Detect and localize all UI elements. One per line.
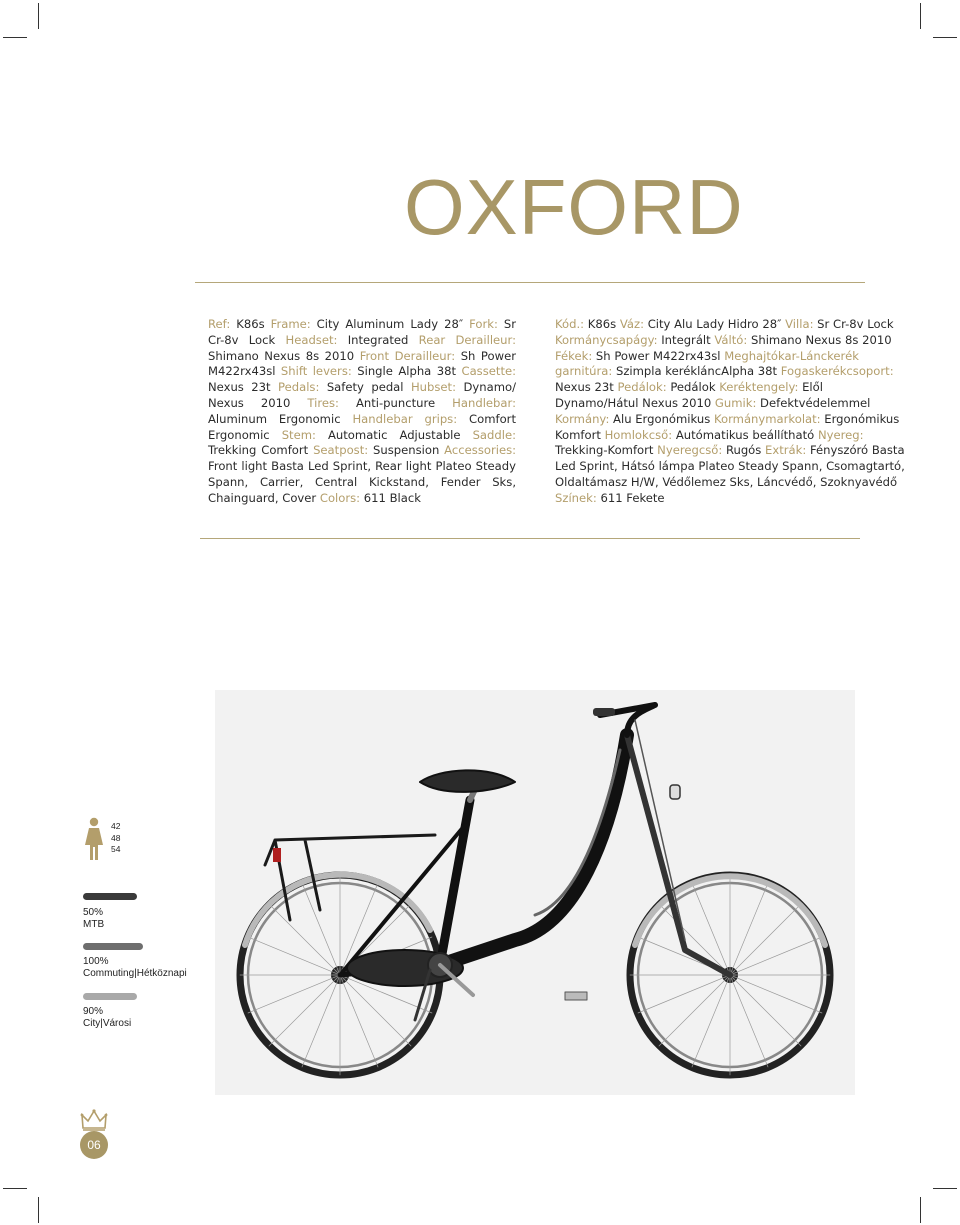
spec-label: Tires: bbox=[307, 395, 339, 410]
usage-name: Commuting|Hétköznapi bbox=[83, 968, 187, 979]
usage-name: City|Városi bbox=[83, 1018, 132, 1029]
spec-value: Ergonómikus Komfort bbox=[555, 411, 900, 442]
frame-size: 54 bbox=[111, 844, 121, 854]
usage-bar-commuting bbox=[83, 943, 143, 950]
spec-value: Elől Dynamo/Hátul Nexus 2010 bbox=[555, 380, 823, 410]
usage-bar-mtb bbox=[83, 893, 137, 900]
spec-label: Váz: bbox=[619, 317, 644, 331]
spec-value: Szimpla kerékláncAlpha 38t bbox=[615, 364, 778, 379]
usage-label-city bbox=[83, 1006, 131, 1030]
spec-label: Színek: bbox=[555, 490, 597, 505]
spec-english bbox=[208, 317, 516, 507]
crop-mark bbox=[38, 3, 39, 29]
spec-value: 611 Black bbox=[363, 490, 421, 505]
spec-value: K86s bbox=[236, 317, 265, 331]
spec-label: Colors: bbox=[319, 490, 361, 505]
crop-mark bbox=[933, 1188, 957, 1189]
spec-label: Extrák: bbox=[765, 443, 807, 458]
spec-label: Seatpost: bbox=[313, 443, 369, 458]
spec-label: Pedals: bbox=[278, 380, 320, 395]
spec-label: Gumik: bbox=[714, 395, 757, 410]
spec-value: Sr Cr-8v Lock bbox=[208, 317, 517, 347]
spec-value: Nexus 23t bbox=[555, 380, 614, 395]
spec-value: Suspension bbox=[373, 443, 440, 458]
usage-name: MTB bbox=[83, 919, 105, 930]
spec-label: Villa: bbox=[785, 317, 814, 331]
spec-value: Single Alpha 38t bbox=[357, 364, 457, 379]
spec-label: Fogaskerékcsoport: bbox=[780, 364, 894, 379]
spec-value: Sh Power M422rx43sl bbox=[595, 348, 721, 363]
spec-label: Frame: bbox=[270, 317, 311, 331]
spec-label: Cassette: bbox=[461, 364, 517, 379]
spec-value: Sh Power M422rx43sl bbox=[208, 348, 516, 379]
spec-value: K86s bbox=[587, 317, 617, 331]
spec-hungarian bbox=[555, 317, 907, 507]
spec-value: Alu Ergonómikus bbox=[613, 411, 711, 426]
spec-value: City Alu Lady Hidro 28″ bbox=[647, 317, 782, 331]
frame-size: 48 bbox=[111, 832, 121, 843]
spec-value: Shimano Nexus 8s 2010 bbox=[208, 348, 355, 363]
spec-label: Homlokcső: bbox=[604, 427, 673, 442]
spec-label: Fork: bbox=[469, 317, 498, 331]
crop-mark bbox=[3, 1188, 27, 1189]
usage-percent: 90% bbox=[83, 1006, 104, 1017]
spec-value: Automatic Adjustable bbox=[327, 427, 461, 442]
spec-label: Hubset: bbox=[410, 380, 457, 395]
crop-mark bbox=[933, 37, 957, 38]
spec-value: City Aluminum Lady 28″ bbox=[316, 317, 464, 331]
spec-label: Kormány: bbox=[555, 411, 610, 426]
bicycle-photo bbox=[215, 690, 855, 1095]
spec-value: 611 Fekete bbox=[600, 490, 665, 505]
usage-percent: 50% bbox=[83, 907, 104, 918]
crop-mark bbox=[920, 1197, 921, 1223]
spec-rule bbox=[200, 538, 860, 539]
crop-mark bbox=[920, 3, 921, 29]
frame-sizes bbox=[111, 821, 120, 856]
spec-label: Ref: bbox=[208, 317, 231, 331]
spec-value: Defektvédelemmel bbox=[760, 395, 871, 410]
spec-label: Kormánycsapágy: bbox=[555, 332, 658, 347]
spec-value: Anti-puncture bbox=[355, 395, 436, 410]
spec-label: Nyereg: bbox=[817, 427, 864, 442]
spec-label: Rear Derailleur: bbox=[418, 332, 516, 347]
page-title: OXFORD bbox=[404, 163, 744, 251]
spec-value: Comfort Ergonomic bbox=[208, 411, 516, 442]
spec-value: Rugós bbox=[725, 443, 762, 458]
spec-value: Shimano Nexus 8s 2010 bbox=[750, 332, 892, 347]
spec-label: Kormánymarkolat: bbox=[713, 411, 821, 426]
woman-icon bbox=[83, 817, 105, 861]
usage-label-mtb bbox=[83, 907, 104, 931]
spec-label: Accessories: bbox=[444, 443, 517, 458]
spec-value: Integrated bbox=[347, 332, 409, 347]
spec-label: Shift levers: bbox=[280, 364, 352, 379]
title-rule bbox=[195, 282, 865, 283]
spec-value: Autómatikus beállítható bbox=[675, 427, 815, 442]
spec-value: Trekking Comfort bbox=[208, 443, 309, 458]
page-number: 06 bbox=[80, 1131, 108, 1159]
spec-value: Trekking-Komfort bbox=[555, 443, 654, 458]
spec-label: Váltó: bbox=[714, 332, 748, 347]
crop-mark bbox=[3, 37, 27, 38]
spec-label: Pedálok: bbox=[617, 380, 667, 395]
spec-label: Saddle: bbox=[472, 427, 517, 442]
usage-bar-city bbox=[83, 993, 137, 1000]
spec-value: Nexus 23t bbox=[208, 380, 271, 395]
spec-value: Dynamo/ Nexus 2010 bbox=[208, 380, 516, 410]
spec-value: Fényszóró Basta Led Sprint, Hátsó lámpa Plateo Steady Spann, Csomagtartó, Oldaltámasz H/W, Védőlemez Sks, Láncvédő, Szoknyavédő bbox=[555, 443, 905, 489]
spec-label: Kód.: bbox=[555, 317, 585, 331]
spec-value: Front light Basta Led Sprint, Rear light Plateo Steady Spann, Carrier, Central Kickstand, Fender Sks, Chainguard, Cover bbox=[208, 459, 516, 505]
spec-value: Pedálok bbox=[670, 380, 716, 395]
usage-label-commuting bbox=[83, 956, 187, 980]
frame-size: 42 bbox=[111, 821, 121, 831]
spec-label: Handlebar grips: bbox=[352, 411, 458, 426]
spec-label: Nyeregcső: bbox=[657, 443, 723, 458]
spec-value: Aluminum Ergonomic bbox=[208, 411, 341, 426]
usage-percent: 100% bbox=[83, 956, 109, 967]
spec-label: Front Derailleur: bbox=[359, 348, 456, 363]
spec-label: Stem: bbox=[281, 427, 316, 442]
spec-value: Sr Cr-8v Lock bbox=[817, 317, 894, 331]
spec-label: Handlebar: bbox=[452, 395, 516, 410]
crown-icon bbox=[80, 1108, 108, 1132]
spec-label: Meghajtókar-Lánckerék garnitúra: bbox=[555, 348, 859, 379]
crop-mark bbox=[38, 1197, 39, 1223]
spec-label: Headset: bbox=[285, 332, 338, 347]
spec-label: Fékek: bbox=[555, 348, 593, 363]
spec-label: Keréktengely: bbox=[719, 380, 799, 395]
spec-value: Integrált bbox=[661, 332, 711, 347]
spec-value: Safety pedal bbox=[326, 380, 404, 395]
